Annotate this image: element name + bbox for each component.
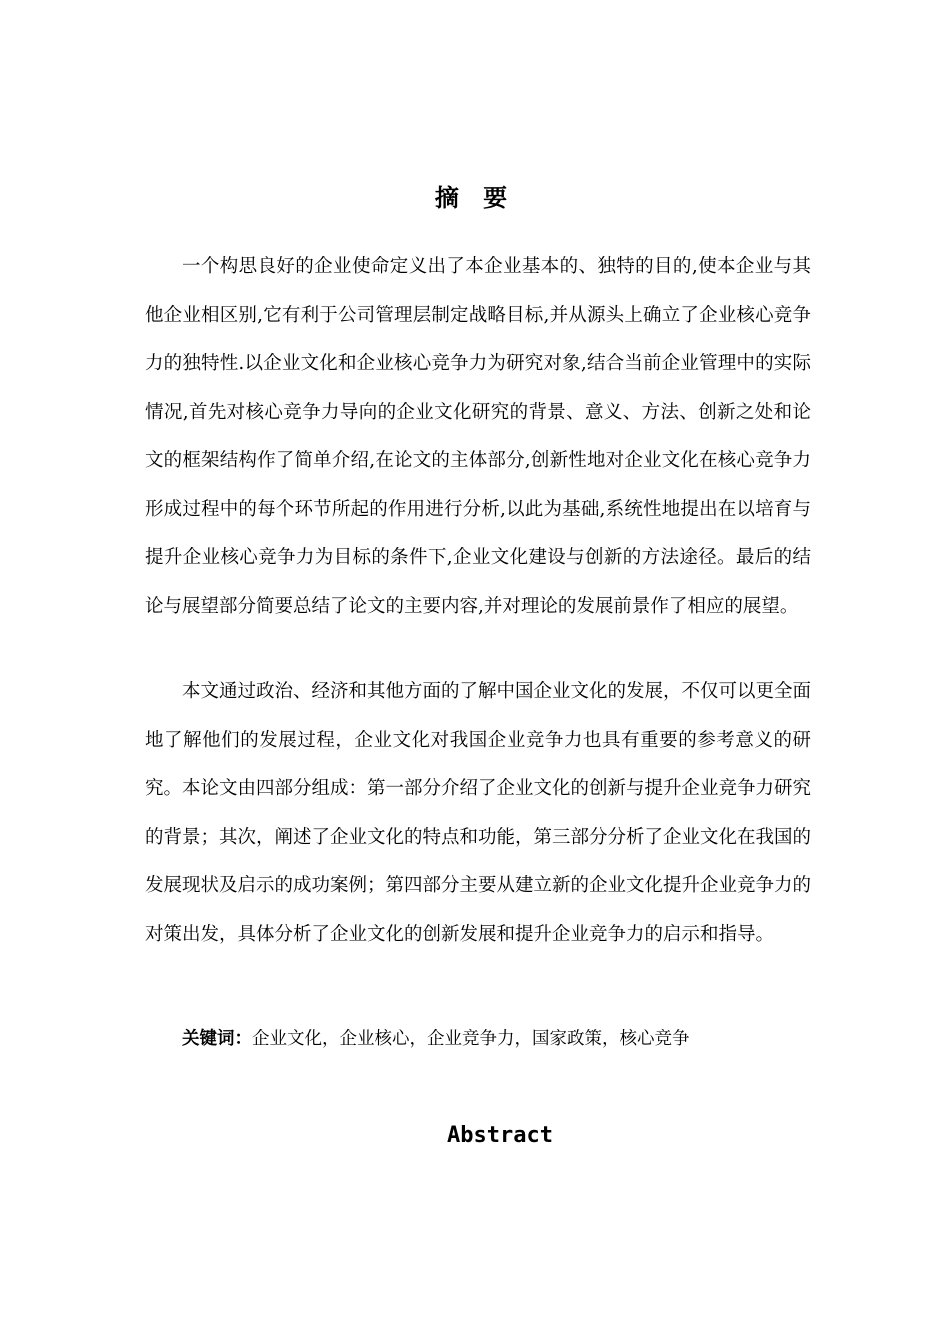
keywords-line xyxy=(182,1022,690,1056)
abstract-paragraph-1: 一个构思良好的企业使命定义出了本企业基本的、独特的目的,使本企业与其他企业相区别,它有利于公司管理层制定战略目标,并从源头上确立了企业核心竞争力的独特性.以企业文化和企业核心竞争力为研究对象,结合当前企业管理中的实际情况,首先对核心竞争力导向的企业文化研究的背景、意义、方法、创新之处和论文的框架结构作了简单介绍,在论文的主体部分,创新性地对企业文化在核心竞争力形成过程中的每个环节所起的作用进行分析,以此为基础,系统性地提出在以培育与提升企业核心竞争力为目标的条件下,企业文化建设与创新的方法途径。最后的结论与展望部分简要总结了论文的主要内容,并对理论的发展前景作了相应的展望。 xyxy=(145,256,811,617)
keywords-text: 企业文化，企业核心，企业竞争力，国家政策，核心竞争 xyxy=(252,1029,690,1049)
abstract-paragraph-2: 本文通过政治、经济和其他方面的了解中国企业文化的发展，不仅可以更全面地了解他们的发展过程，企业文化对我国企业竞争力也具有重要的参考意义的研究。本论文由四部分组成：第一部分介绍了企业文化的创新与提升企业竞争力研究的背景；其次，阐述了企业文化的特点和功能，第三部分分析了企业文化在我国的发展现状及启示的成功案例；第四部分主要从建立新的企业文化提升企业竞争力的对策出发，具体分析了企业文化的创新发展和提升企业竞争力的启示和指导。 xyxy=(145,681,812,945)
abstract-heading: Abstract xyxy=(447,1123,553,1148)
page-title: 摘 要 xyxy=(434,184,516,212)
keywords-label: 关键词： xyxy=(182,1029,252,1049)
